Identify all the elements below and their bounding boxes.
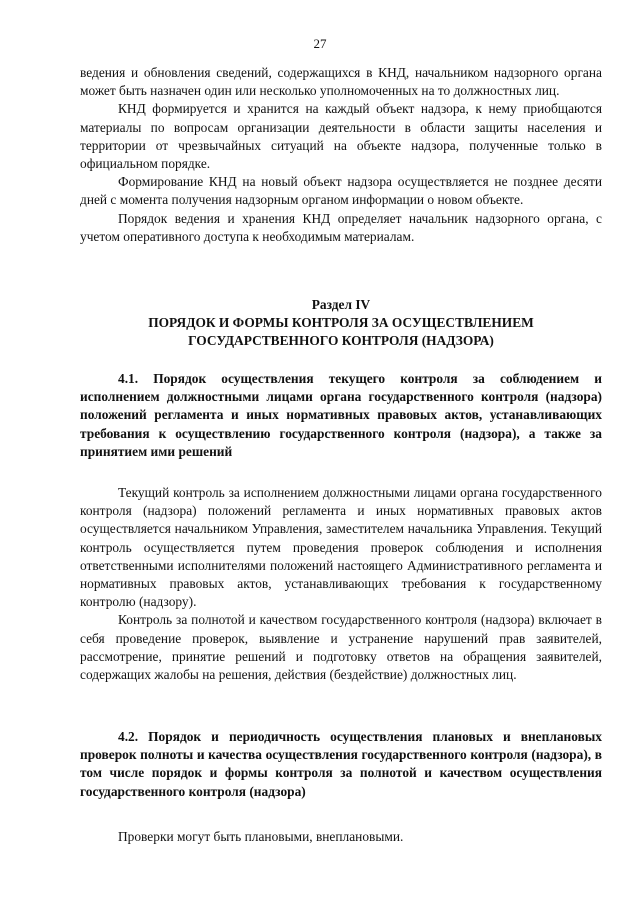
paragraph: КНД формируется и хранится на каждый объект надзора, к нему приобщаются материалы по вопросам организации деятельности в области защиты населения и территории от чрезвычайных ситуаций на объекте надзора, полученные только в официальном порядке. [80,101,602,172]
paragraph: ведения и обновления сведений, содержащихся в КНД, начальником надзорного органа может быть назначен один или несколько уполномоченных на то должностных лиц. [80,65,602,99]
paragraph: Контроль за полнотой и качеством государственного контроля (надзора) включает в себя проведение проверок, выявление и устранение нарушений прав заявителей, рассмотрение, принятие решений и подготовку ответов на обращения заявителей, содержащих жалобы на решения, действия (бездействие) должностных лиц. [80,612,602,683]
section-title-line: ГОСУДАРСТВЕННОГО КОНТРОЛЯ (НАДЗОРА) [188,333,494,349]
subsection-heading: 4.2. Порядок и периодичность осуществления плановых и внеплановых проверок полноты и качества осуществления государственного контроля (надзора), в том числе порядок и формы контроля за полнотой и качеством осуществления государственного контроля (надзора) [80,729,602,799]
section-title-line: ПОРЯДОК И ФОРМЫ КОНТРОЛЯ ЗА ОСУЩЕСТВЛЕНИЕМ [148,315,534,331]
section-label: Раздел IV [311,297,371,312]
paragraph: Проверки могут быть плановыми, внеплановыми. [118,829,404,844]
page-number: 27 [313,36,327,51]
section-header [80,296,602,351]
paragraph: Формирование КНД на новый объект надзора осуществляется не позднее десяти дней с момента получения надзорным органом информации о новом объекте. [80,174,602,208]
subsection-heading: 4.1. Порядок осуществления текущего контроля за соблюдением и исполнением должностными лицами органа государственного контроля (надзора) положений регламента и иных нормативных правовых актов, устанавливающих требования к осуществлению государственного контроля (надзора), а также за принятием ими решений [80,371,602,459]
subsection-body [80,484,602,684]
paragraph: Текущий контроль за исполнением должностными лицами органа государственного контроля (надзора) положений регламента и иных нормативных правовых актов осуществляется начальником Управления, заместителем начальника Управления. Текущий контроль осуществляется путем проведения проверок соблюдения и исполнения ответственными исполнителями положений настоящего Административного регламента и нормативных правовых актов, устанавливающих требования к государственному контролю (надзору). [80,485,602,610]
paragraph: Порядок ведения и хранения КНД определяет начальник надзорного органа, с учетом оперативного доступа к необходимым материалам. [80,210,602,244]
subsection-body [80,828,602,846]
intro-text [80,64,602,246]
